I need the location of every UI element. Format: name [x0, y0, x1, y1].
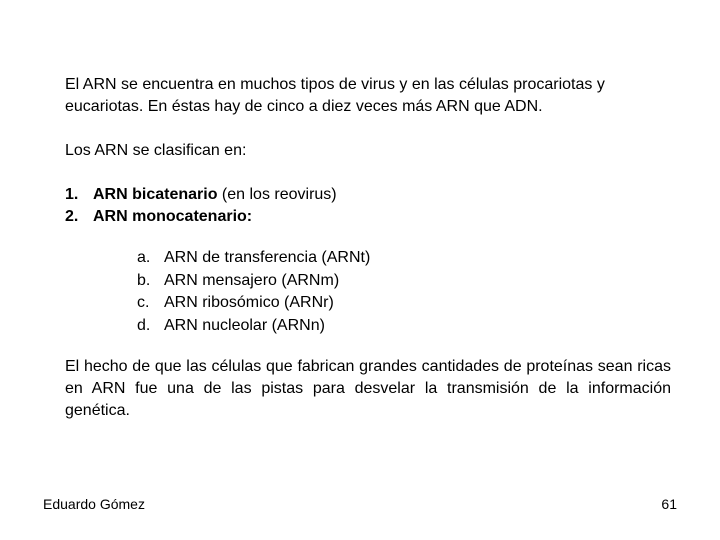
rna-subtype-text: ARN de transferencia (ARNt) [164, 249, 371, 266]
rna-types-list [65, 184, 671, 228]
intro-paragraph: El ARN se encuentra en muchos tipos de virus y en las células procariotas y eucariotas. En éstas hay de cinco a diez veces más ARN que ADN. [65, 76, 605, 115]
rna-type-term: ARN monocatenario: [93, 208, 253, 225]
slide-content [65, 74, 671, 422]
list-item [65, 206, 671, 228]
list-item [137, 270, 671, 293]
list-letter: c. [137, 294, 150, 311]
list-letter: a. [137, 249, 151, 266]
rna-subtype-text: ARN ribosómico (ARNr) [164, 294, 334, 311]
list-letter: b. [137, 271, 151, 289]
list-item [137, 315, 671, 338]
list-item [137, 247, 671, 270]
rna-subtype-text: ARN nucleolar (ARNn) [164, 316, 325, 334]
page-number: 61 [661, 496, 677, 512]
list-item [65, 184, 671, 206]
rna-type-term: ARN bicatenario [93, 186, 218, 203]
list-letter: d. [137, 316, 151, 334]
rna-type-note: (en los reovirus) [217, 186, 337, 203]
conclusion-paragraph: El hecho de que las células que fabrican grandes cantidades de proteínas sean ricas en ARN fue una de las pistas para desvelar la transmisión de la información genética. [65, 358, 671, 419]
list-number: 1. [65, 186, 79, 203]
rna-subtype-text: ARN mensajero (ARNm) [164, 271, 340, 289]
list-item [137, 292, 671, 315]
footer-author: Eduardo Gómez [43, 496, 145, 512]
classification-intro: Los ARN se clasifican en: [65, 142, 247, 159]
list-number: 2. [65, 208, 79, 225]
rna-subtypes-list [137, 247, 671, 337]
